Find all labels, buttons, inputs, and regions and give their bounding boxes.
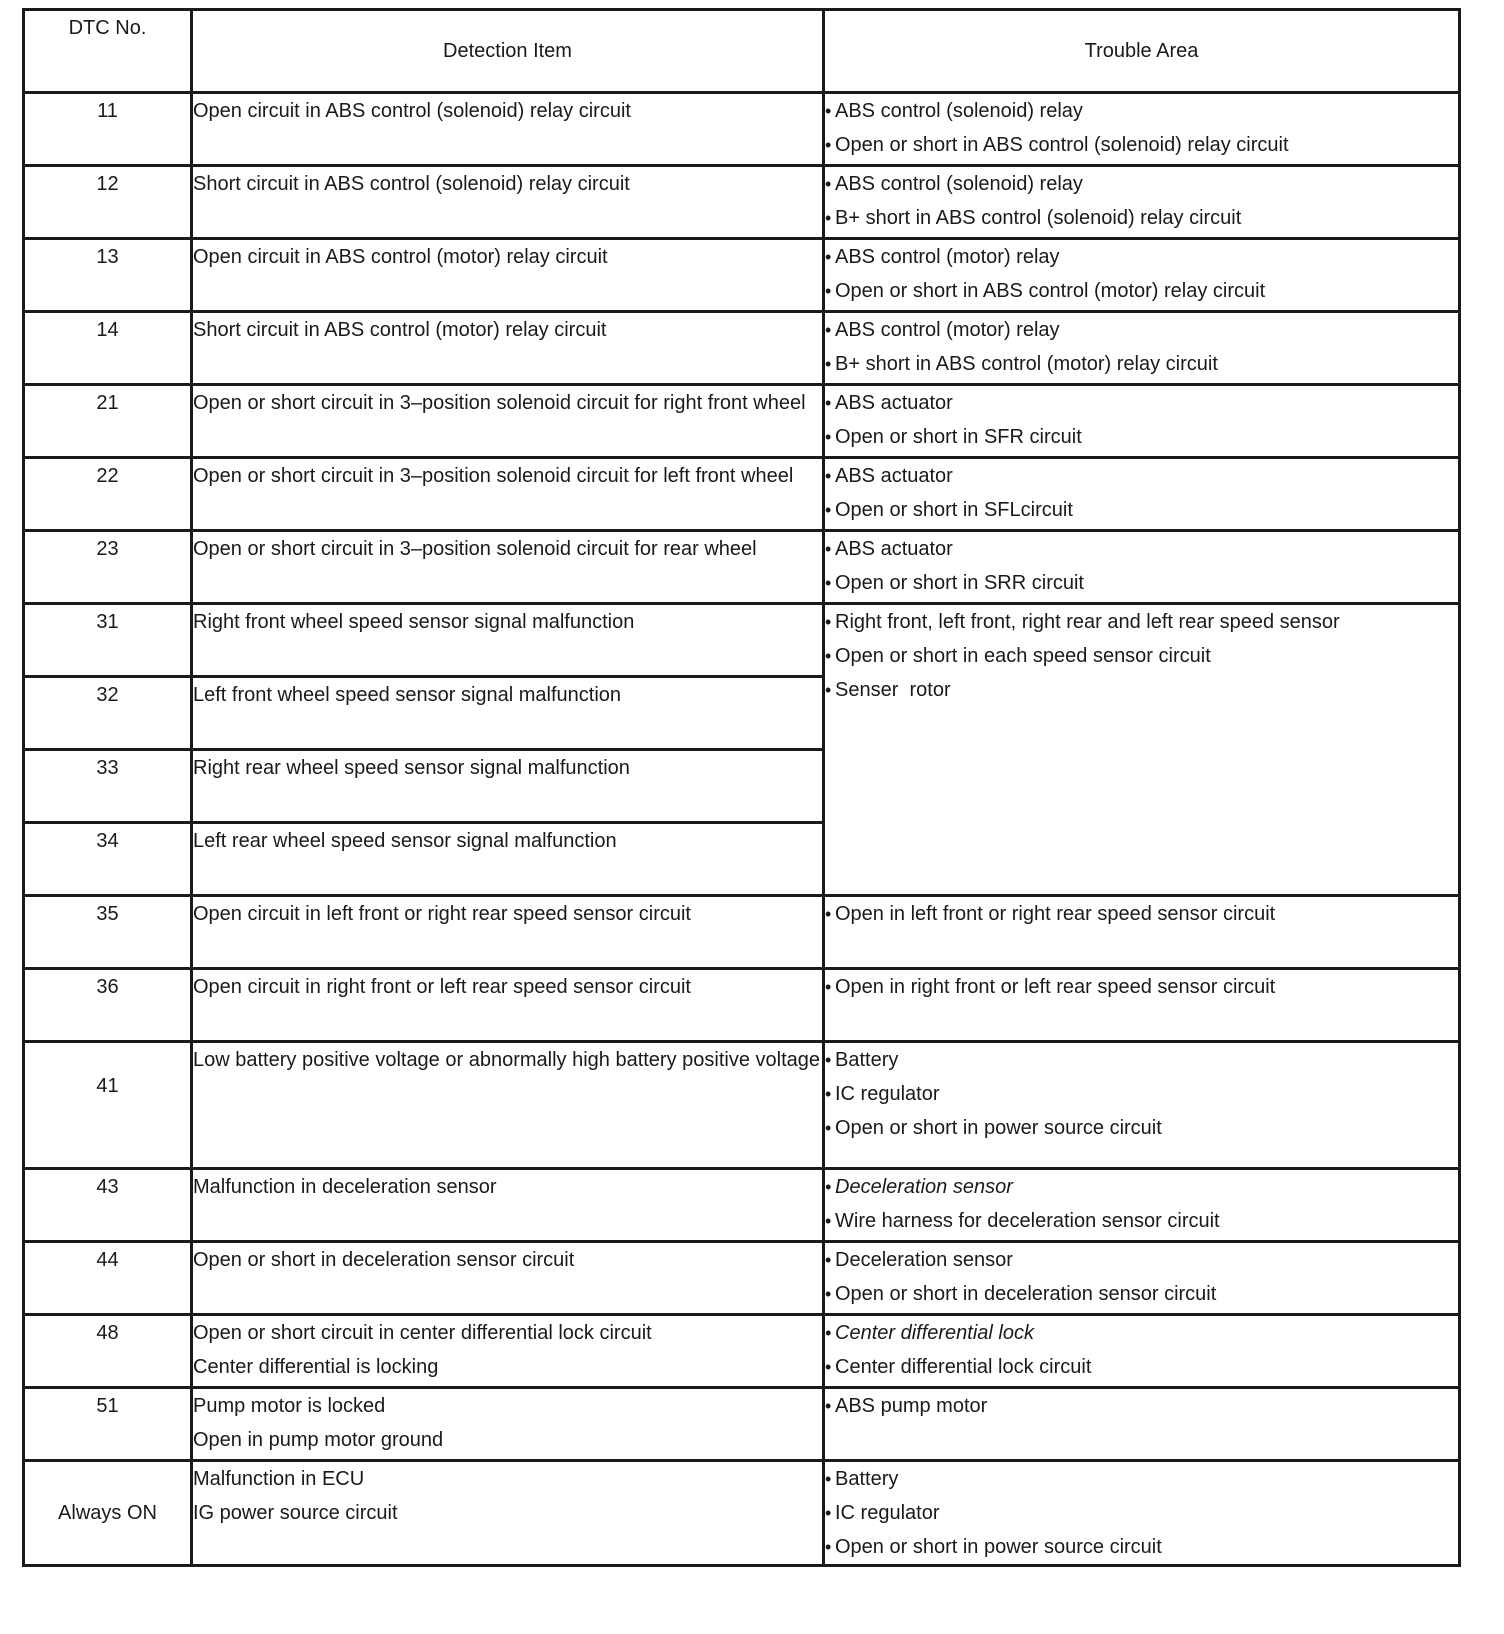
detection-item [192,1388,824,1461]
dtc-code: 14 [24,312,192,385]
trouble-area-line: • Open or short in SRR circuit [825,566,1458,600]
table-header-row [24,10,1460,93]
detection-item [192,239,824,312]
detection-item [192,1042,824,1169]
detection-item [192,1169,824,1242]
header-detection-item: Detection Item [192,10,824,93]
header-trouble-area: Trouble Area [824,10,1460,93]
detection-item [192,823,824,896]
dtc-code: 48 [24,1315,192,1388]
table-row [24,312,1460,385]
detection-item-line: Low battery positive voltage or abnormally high battery positive voltage [193,1049,821,1071]
detection-item-line: Open or short circuit in 3–position solenoid circuit for left front wheel [193,465,794,487]
trouble-area-line: • Open or short in power source circuit [825,1530,1458,1564]
trouble-area [824,969,1460,1042]
trouble-area-line: • Wire harness for deceleration sensor circuit [825,1204,1458,1238]
detection-item-line: Center differential is locking [193,1356,439,1378]
detection-item-line: Pump motor is locked [193,1395,386,1417]
dtc-code: 21 [24,385,192,458]
detection-item-line: Open circuit in ABS control (motor) relay circuit [193,246,608,268]
dtc-code: 13 [24,239,192,312]
detection-item-line: Open circuit in right front or left rear speed sensor circuit [193,976,691,998]
detection-item [192,1315,824,1388]
table-row [24,969,1460,1042]
dtc-code: 51 [24,1388,192,1461]
table-row [24,1461,1460,1566]
trouble-area [824,1042,1460,1169]
detection-item [192,896,824,969]
header-dtc-no: DTC No. [24,10,192,93]
detection-item-line: Short circuit in ABS control (motor) relay circuit [193,319,607,341]
trouble-area-line: • Open in right front or left rear speed sensor circuit [825,970,1458,1004]
trouble-area-line: • ABS actuator [825,459,1458,493]
detection-item [192,750,824,823]
dtc-code: 44 [24,1242,192,1315]
trouble-area-line: • Open in left front or right rear speed sensor circuit [825,897,1458,931]
trouble-area-line: • Battery [825,1043,1458,1077]
trouble-area-line: • B+ short in ABS control (solenoid) relay circuit [825,201,1458,235]
dtc-code: 11 [24,93,192,166]
trouble-area-line: • Senser rotor [825,673,1458,707]
trouble-area [824,458,1460,531]
trouble-area-line: • ABS actuator [825,386,1458,420]
trouble-area [824,239,1460,312]
dtc-table [22,8,1461,1567]
dtc-code: 23 [24,531,192,604]
table-row [24,1242,1460,1315]
dtc-code: 32 [24,677,192,750]
detection-item-line: Malfunction in ECU [193,1468,365,1490]
table-row [24,1315,1460,1388]
trouble-area-line: • Open or short in deceleration sensor circuit [825,1277,1458,1311]
detection-item [192,1461,824,1566]
trouble-area-line: • Battery [825,1462,1458,1496]
trouble-area-line: • Center differential lock [825,1316,1458,1350]
table-row [24,166,1460,239]
detection-item-line: Right rear wheel speed sensor signal malfunction [193,757,630,779]
trouble-area-line: • ABS pump motor [825,1389,1458,1423]
trouble-area-line: • IC regulator [825,1077,1458,1111]
detection-item [192,1242,824,1315]
trouble-area-line: • B+ short in ABS control (motor) relay circuit [825,347,1458,381]
trouble-area [824,1169,1460,1242]
trouble-area [824,1388,1460,1461]
dtc-code: 36 [24,969,192,1042]
detection-item-line: IG power source circuit [193,1502,398,1524]
trouble-area [824,531,1460,604]
table-row [24,458,1460,531]
trouble-area [824,166,1460,239]
dtc-code: 41 [24,1042,192,1169]
trouble-area [824,896,1460,969]
detection-item-line: Open or short in deceleration sensor circuit [193,1249,575,1271]
trouble-area-line: • Open or short in ABS control (motor) relay circuit [825,274,1458,308]
detection-item [192,93,824,166]
dtc-code: 43 [24,1169,192,1242]
table-row [24,1388,1460,1461]
table-row [24,1042,1460,1169]
trouble-area-line: • ABS control (solenoid) relay [825,94,1458,128]
trouble-area-speed-sensors [824,604,1460,896]
detection-item-line: Open circuit in left front or right rear speed sensor circuit [193,903,691,925]
table-row [24,531,1460,604]
trouble-area-line: • ABS control (motor) relay [825,313,1458,347]
trouble-area [824,312,1460,385]
trouble-area [824,1315,1460,1388]
dtc-code: 12 [24,166,192,239]
table-row [24,896,1460,969]
detection-item-line: Open or short circuit in center differential lock circuit [193,1322,652,1344]
detection-item [192,458,824,531]
detection-item-line: Malfunction in deceleration sensor [193,1176,497,1198]
trouble-area-line: • Open or short in power source circuit [825,1111,1458,1145]
detection-item-line: Open or short circuit in 3–position solenoid circuit for rear wheel [193,538,757,560]
dtc-code: 22 [24,458,192,531]
trouble-area-line: • Deceleration sensor [825,1243,1458,1277]
trouble-area-line: • ABS control (motor) relay [825,240,1458,274]
trouble-area [824,1461,1460,1566]
detection-item-line: Left front wheel speed sensor signal malfunction [193,684,622,706]
trouble-area-line: • ABS control (solenoid) relay [825,167,1458,201]
trouble-area-line: • ABS actuator [825,532,1458,566]
trouble-area [824,1242,1460,1315]
table-row [24,604,1460,677]
trouble-area-line: • Open or short in ABS control (solenoid) relay circuit [825,128,1458,162]
trouble-area-line: • Right front, left front, right rear and left rear speed sensor [825,605,1458,639]
dtc-code: 31 [24,604,192,677]
detection-item-line: Open or short circuit in 3–position solenoid circuit for right front wheel [193,392,806,414]
dtc-code: Always ON [24,1461,192,1566]
trouble-area-line: • Open or short in each speed sensor circuit [825,639,1458,673]
table-row [24,1169,1460,1242]
trouble-area-line: • Center differential lock circuit [825,1350,1458,1384]
detection-item-line: Open in pump motor ground [193,1429,444,1451]
dtc-code: 33 [24,750,192,823]
trouble-area-line: • IC regulator [825,1496,1458,1530]
trouble-area-line: • Deceleration sensor [825,1170,1458,1204]
detection-item [192,604,824,677]
detection-item-line: Short circuit in ABS control (solenoid) relay circuit [193,173,630,195]
dtc-code: 35 [24,896,192,969]
detection-item [192,312,824,385]
detection-item-line: Open circuit in ABS control (solenoid) relay circuit [193,100,631,122]
trouble-area [824,93,1460,166]
detection-item [192,969,824,1042]
table-row [24,93,1460,166]
trouble-area-line: • Open or short in SFLcircuit [825,493,1458,527]
detection-item [192,677,824,750]
trouble-area [824,385,1460,458]
detection-item-line: Right front wheel speed sensor signal malfunction [193,611,635,633]
dtc-code: 34 [24,823,192,896]
detection-item [192,531,824,604]
detection-item-line: Left rear wheel speed sensor signal malfunction [193,830,617,852]
trouble-area-line: • Open or short in SFR circuit [825,420,1458,454]
detection-item [192,385,824,458]
detection-item [192,166,824,239]
table-row [24,385,1460,458]
table-row [24,239,1460,312]
